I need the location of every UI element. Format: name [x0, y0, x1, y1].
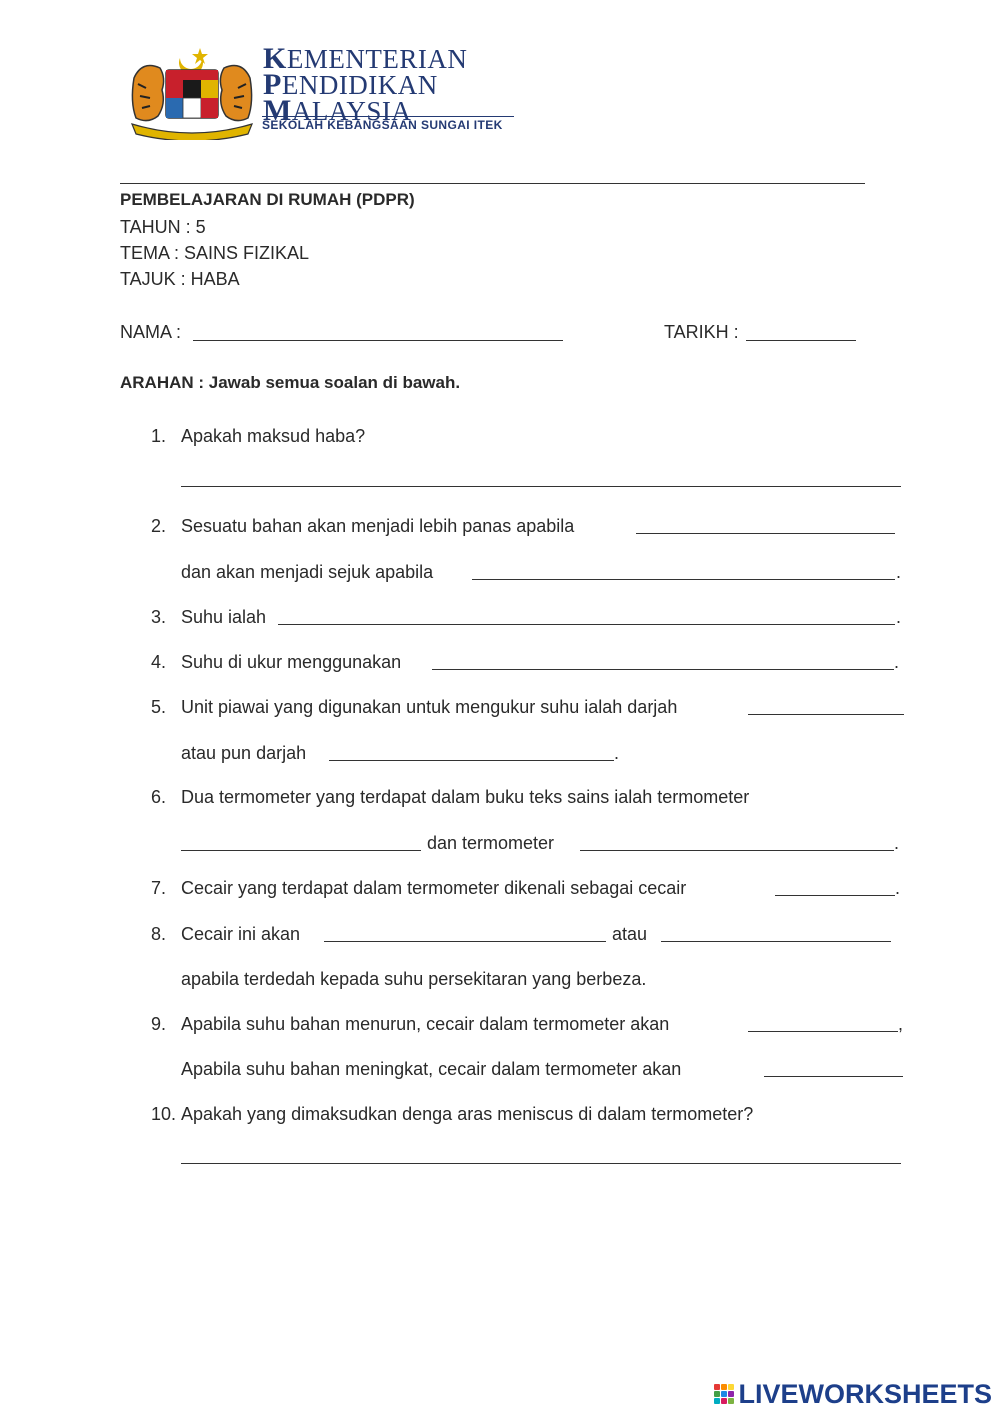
question-6-number: 6. [150, 787, 166, 807]
ministry-underline [262, 116, 514, 117]
question-9-text-b: Apabila suhu bahan meningkat, cecair dalam termometer akan [181, 1059, 682, 1079]
ministry-line-3: MALAYSIA [263, 94, 412, 127]
question-7-number: 7. [150, 878, 166, 898]
question-2-text-b: dan akan menjadi sejuk apabila [181, 562, 434, 582]
question-4-number: 4. [150, 652, 166, 672]
question-3-text: Suhu ialah [181, 607, 267, 627]
question-1-number: 1. [150, 426, 166, 446]
question-4-text: Suhu di ukur menggunakan [181, 652, 402, 672]
liveworksheets-logo[interactable] [714, 1380, 992, 1408]
liveworksheets-grid-icon [714, 1384, 734, 1404]
question-2-number: 2. [150, 516, 166, 536]
question-2-text: Sesuatu bahan akan menjadi lebih panas apabila [181, 516, 575, 536]
tarikh-field[interactable] [746, 340, 856, 341]
question-10-answer[interactable] [181, 1163, 901, 1164]
malaysia-coat-of-arms-icon [128, 44, 256, 140]
tema-text: TEMA : SAINS FIZIKAL [120, 243, 310, 263]
question-10-number: 10. [150, 1104, 176, 1124]
question-8-answer-b[interactable] [661, 941, 891, 942]
question-8-text-c: apabila terdedah kepada suhu persekitaran yang berbeza. [181, 969, 647, 989]
question-7-answer[interactable] [775, 895, 895, 896]
question-5-period: . [614, 743, 620, 763]
question-6-period: . [894, 833, 900, 853]
question-5-number: 5. [150, 697, 166, 717]
school-name: SEKOLAH KEBANGSAAN SUNGAI ITEK [262, 118, 503, 132]
tarikh-label: TARIKH : [664, 322, 739, 342]
question-5-answer-b[interactable] [329, 760, 614, 761]
question-1-text: Apakah maksud haba? [181, 426, 366, 446]
question-6-text: Dua termometer yang terdapat dalam buku teks sains ialah termometer [181, 787, 750, 807]
question-1-answer[interactable] [181, 486, 901, 487]
tajuk-text: TAJUK : HABA [120, 269, 240, 289]
question-2-answer-b[interactable] [472, 579, 895, 580]
question-2-answer-a[interactable] [636, 533, 895, 534]
question-5-text-b: atau pun darjah [181, 743, 307, 763]
question-4-answer[interactable] [432, 669, 894, 670]
header-divider [120, 183, 865, 184]
question-7-period: . [895, 878, 901, 898]
question-6-answer-b[interactable] [580, 850, 894, 851]
question-6-text-b: dan termometer [427, 833, 555, 853]
question-9-number: 9. [150, 1014, 166, 1034]
question-8-number: 8. [150, 924, 166, 944]
liveworksheets-brand: LIVEWORKSHEETS [738, 1379, 992, 1409]
nama-field[interactable] [193, 340, 563, 341]
arahan-text: ARAHAN : Jawab semua soalan di bawah. [120, 373, 461, 392]
worksheet-title: PEMBELAJARAN DI RUMAH (PDPR) [120, 190, 415, 209]
question-7-text: Cecair yang terdapat dalam termometer dikenali sebagai cecair [181, 878, 687, 898]
nama-label: NAMA : [120, 322, 182, 342]
question-8-text: Cecair ini akan [181, 924, 301, 944]
question-3-number: 3. [150, 607, 166, 627]
question-10-text: Apakah yang dimaksudkan denga aras meniscus di dalam termometer? [181, 1104, 754, 1124]
question-9-text: Apabila suhu bahan menurun, cecair dalam termometer akan [181, 1014, 670, 1034]
tahun-text: TAHUN : 5 [120, 217, 206, 237]
question-9-answer-a[interactable] [748, 1031, 898, 1032]
question-2-period: . [896, 562, 902, 582]
question-3-period: . [896, 607, 902, 627]
question-4-period: . [894, 652, 900, 672]
question-3-answer[interactable] [278, 624, 895, 625]
question-5-answer-a[interactable] [748, 714, 904, 715]
ministry-line-2: PENDIDIKAN [263, 68, 438, 101]
question-6-answer-a[interactable] [181, 850, 421, 851]
question-8-answer-a[interactable] [324, 941, 606, 942]
question-9-comma: , [898, 1014, 904, 1034]
question-8-text-or: atau [612, 924, 648, 944]
question-5-text: Unit piawai yang digunakan untuk mengukur suhu ialah darjah [181, 697, 678, 717]
ministry-line-1: KEMENTERIAN [263, 42, 468, 75]
question-9-answer-b[interactable] [764, 1076, 903, 1077]
